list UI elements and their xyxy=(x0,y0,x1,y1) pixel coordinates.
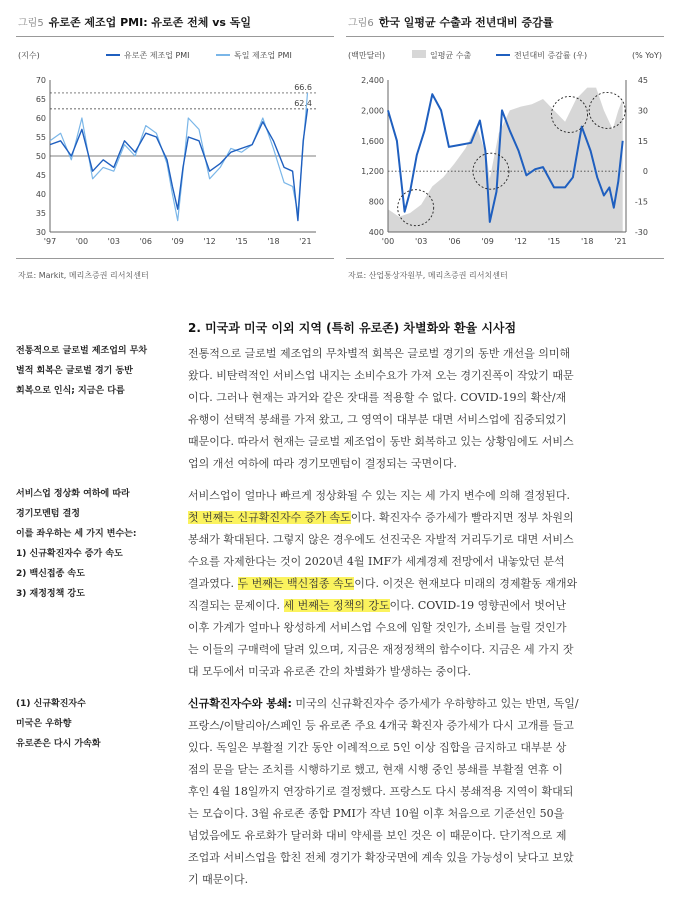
figure6-source: 자료: 산업통상자원부, 메리츠증권 리서치센터 xyxy=(348,271,508,280)
figure6-y-tick-left: 2,000 xyxy=(361,106,384,116)
figure5-y-tick: 30 xyxy=(35,228,46,237)
figure6-y-tick-left: 1,600 xyxy=(361,136,384,146)
paragraph-text: 이다. 확진자수 증가세가 빨라지면 정부 차원의 xyxy=(350,511,574,524)
figure6-y-tick-right: 45 xyxy=(637,76,648,85)
side-note-1-line: 회복으로 인식; 지금은 다름 xyxy=(16,386,125,396)
figure6-legend-area: 일평균 수출 xyxy=(430,51,472,60)
figure5-series-eurozone xyxy=(50,109,308,221)
paragraph-line: 점의 문을 닫는 조치를 시행하기로 했고, 현재 시행 중인 봉쇄를 부활절 연휴 이 xyxy=(188,763,563,776)
highlight-second-variable: 두 번째는 백신접종 속도 xyxy=(237,577,355,590)
figure5-x-tick: '18 xyxy=(267,237,280,246)
paragraph-line: 전통적으로 글로벌 제조업의 무차별적 회복은 글로벌 경기의 동반 개선을 의미해 xyxy=(188,347,571,360)
figure5-title-text: 유로존 제조업 PMI: 유로존 전체 vs 독일 xyxy=(48,16,252,29)
figure6-unit-left: (백만달러) xyxy=(348,51,386,60)
figure5-legend-eurozone: 유로존 제조업 PMI xyxy=(124,51,190,60)
paragraph-line: 있다. 독일은 부활절 기간 동안 이례적으로 5인 이상 집합을 금지하고 대부분 상 xyxy=(188,741,567,754)
figure5-y-tick: 35 xyxy=(35,209,46,218)
paragraph-line: 이후 가계가 얼마나 왕성하게 서비스업 수요에 임할 것인가, 소비를 늘릴 것인가 xyxy=(188,621,567,634)
paragraph-text: 결과였다. xyxy=(188,577,238,590)
figure5-annotation-germany: 66.6 xyxy=(294,82,312,92)
paragraph-line xyxy=(188,507,660,529)
side-note-2-line: 서비스업 정상화 여하에 따라 xyxy=(16,489,130,499)
highlight-first-variable: 첫 번째는 신규확진자수 증가 속도 xyxy=(188,511,351,524)
side-note-3-line: (1) 신규확진자수 xyxy=(16,699,86,709)
figure6-y-tick-left: 800 xyxy=(368,197,384,207)
paragraph-line: 후인 4월 18일까지 연장하기로 결정했다. 프랑스도 다시 봉쇄적용 지역이 확대되 xyxy=(188,785,574,798)
paragraph-lead: 신규확진자수와 봉쇄: xyxy=(188,697,292,710)
figure5-top-rule xyxy=(16,36,334,37)
paragraph-3 xyxy=(188,693,660,891)
paragraph-line: 때문이다. 따라서 현재는 글로벌 제조업이 동반 회복하고 있는 상황임에도 서비스 xyxy=(188,435,574,448)
figure5-x-tick: '00 xyxy=(75,237,89,246)
figure6-x-tick: '15 xyxy=(547,237,561,246)
figure5-unit: (지수) xyxy=(18,51,40,60)
paragraph-line: 조업과 서비스업을 합친 전체 경기가 확장국면에 계속 있을 가능성이 낮다고 보았 xyxy=(188,851,574,864)
figure5-x-tick: '09 xyxy=(171,237,184,246)
figure6-y-tick-left: 400 xyxy=(368,228,384,237)
side-note-2-line: 이를 좌우하는 세 가지 변수는: xyxy=(16,529,137,539)
figure5-annotation-eurozone: 62.4 xyxy=(294,98,312,108)
figure5-x-tick: '12 xyxy=(203,237,216,246)
figure6-legend-line: 전년대비 증감률 (우) xyxy=(514,51,588,60)
side-note-2-line: 1) 신규확진자수 증가 속도 xyxy=(16,549,123,559)
figure5-chart xyxy=(16,44,334,256)
figure6-chart xyxy=(346,44,664,256)
figure6-x-tick: '18 xyxy=(581,237,594,246)
figure6-y-tick-right: -30 xyxy=(634,228,648,237)
figure6-x-tick: '21 xyxy=(614,237,627,246)
figure6-top-rule xyxy=(346,36,664,37)
figure5-y-tick: 65 xyxy=(35,95,46,104)
figure6-y-tick-right: 30 xyxy=(637,106,648,116)
paragraph-line: 넘었음에도 유로화가 달러화 대비 약세를 보인 것은 이 때문이다. 단기적으로 제 xyxy=(188,829,567,842)
paragraph-line: 이다. 그러나 현재는 과거와 같은 잣대를 적용할 수 없다. COVID-19의 확산/재 xyxy=(188,391,567,404)
paragraph-text: 미국의 신규확진자수 증가세가 우하향하고 있는 반면, 독일/ xyxy=(291,697,579,710)
highlight-third-variable: 세 번째는 정책의 강도 xyxy=(283,599,390,612)
figure6-title xyxy=(348,14,553,30)
figure6-y-tick-left: 2,400 xyxy=(361,76,384,85)
paragraph-line: 는 모습이다. 3월 유로존 종합 PMI가 작년 10월 이후 처음으로 기준선인 50을 xyxy=(188,807,565,820)
paragraph-2 xyxy=(188,485,660,683)
side-note-3 xyxy=(16,694,176,754)
paragraph-line xyxy=(188,693,660,715)
figure6-x-tick: '06 xyxy=(448,237,461,246)
side-note-2-line: 2) 백신접종 속도 xyxy=(16,569,85,579)
paragraph-line xyxy=(188,573,660,595)
figure5-title xyxy=(18,14,251,30)
figure6-y-tick-right: 15 xyxy=(637,136,648,146)
paragraph-1 xyxy=(188,343,660,475)
figure5-y-tick: 70 xyxy=(35,76,46,85)
paragraph-line: 서비스업이 얼마나 빠르게 정상화될 수 있는 지는 세 가지 변수에 의해 결정된다. xyxy=(188,489,570,502)
side-note-1 xyxy=(16,341,176,401)
paragraph-line: 수요를 자제한다는 것이 2020년 4월 IMF가 세계경제 전망에서 내놓았던 분석 xyxy=(188,555,565,568)
paragraph-line: 기 때문이다. xyxy=(188,873,249,886)
figure5-x-tick: '15 xyxy=(235,237,248,246)
figure5-tag: 그림5 xyxy=(18,18,44,29)
figure5-y-tick: 45 xyxy=(35,171,46,180)
figure5-x-tick: '21 xyxy=(299,237,312,246)
paragraph-text: 직결되는 문제이다. xyxy=(188,599,284,612)
figure6-legend-area-swatch xyxy=(412,50,426,58)
figure6-unit-right: (% YoY) xyxy=(632,51,662,60)
figure5-y-tick: 40 xyxy=(35,190,46,199)
figure5-bottom-rule xyxy=(16,258,334,259)
paragraph-line: 대 모두에서 미국과 유로존 간의 차별화가 발생하는 중이다. xyxy=(188,665,471,678)
figure5-y-tick: 60 xyxy=(35,114,46,123)
figure5-x-tick: '97 xyxy=(43,237,57,246)
figure6-bottom-rule xyxy=(346,258,664,259)
figure5-x-tick: '03 xyxy=(107,237,121,246)
side-note-1-line: 전통적으로 글로벌 제조업의 무차 xyxy=(16,346,148,356)
paragraph-text: 이다. 이것은 현재보다 미래의 경제활동 재개와 xyxy=(354,577,578,590)
side-note-3-line: 유로존은 다시 가속화 xyxy=(16,739,101,749)
paragraph-line: 는 이들의 구매력에 달려 있으며, 지금은 재정정책의 함수이다. 지금은 세 가지 잣 xyxy=(188,643,574,656)
paragraph-line: 유행이 선택적 봉쇄를 가져 왔고, 그 영역이 대부분 대면 서비스업에 집중되었기 xyxy=(188,413,567,426)
side-note-2 xyxy=(16,484,176,604)
figure6-x-tick: '12 xyxy=(514,237,528,246)
figure5-y-tick: 55 xyxy=(35,133,46,142)
figure5-source: 자료: Markit, 메리츠증권 리서치센터 xyxy=(18,271,149,280)
side-note-1-line: 별적 회복은 글로벌 경기 동반 xyxy=(16,366,133,376)
figure5-legend-germany: 독일 제조업 PMI xyxy=(234,51,292,60)
side-note-2-line: 3) 재정정책 강도 xyxy=(16,589,85,599)
figure5-x-tick: '06 xyxy=(139,237,152,246)
figure6-x-tick: '09 xyxy=(481,237,494,246)
side-note-3-line: 미국은 우하향 xyxy=(16,719,72,729)
paragraph-text: 이다. COVID-19 영향권에서 벗어난 xyxy=(389,599,567,612)
figure6-y-tick-right: -15 xyxy=(634,197,648,207)
side-note-2-line: 경기모멘텀 결정 xyxy=(16,509,80,519)
paragraph-line: 봉쇄가 확대된다. 그렇지 않은 경우에도 선진국은 자발적 거리두기로 대면 서비스 xyxy=(188,533,574,546)
section-heading: 2. 미국과 미국 이외 지역 (특히 유로존) 차별화와 환율 시사점 xyxy=(188,321,517,335)
figure6-y-tick-right: 0 xyxy=(642,167,648,177)
figure6-tag: 그림6 xyxy=(348,18,374,29)
figure6-y-tick-left: 1,200 xyxy=(361,167,384,177)
paragraph-line: 업의 개선 여하에 따라 경기모멘텀이 결정되는 국면이다. xyxy=(188,457,457,470)
figure6-title-text: 한국 일평균 수출과 전년대비 증감률 xyxy=(378,16,554,29)
figure5-y-tick: 50 xyxy=(35,152,46,161)
paragraph-line: 왔다. 비탄력적인 서비스업 내지는 소비수요가 가져 오는 경기진폭이 작았기 때문 xyxy=(188,369,574,382)
figure6-x-tick: '03 xyxy=(415,237,428,246)
paragraph-line xyxy=(188,595,660,617)
figure6-x-tick: '00 xyxy=(381,237,395,246)
paragraph-line: 프랑스/이탈리아/스페인 등 유로존 주요 4개국 확진자 증가세가 다시 고개를 들고 xyxy=(188,719,574,732)
